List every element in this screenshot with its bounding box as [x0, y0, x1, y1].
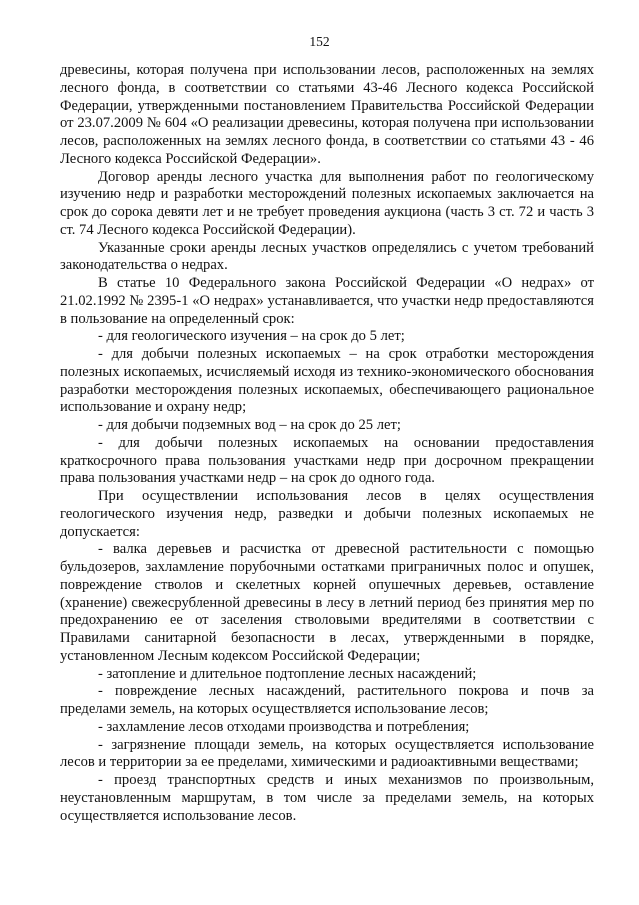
- paragraph-lease-requirements: Указанные сроки аренды лесных участков определялись с учетом требований законодательства о недрах.: [60, 239, 594, 274]
- list-item-geological-study: - для геологического изучения – на срок до 5 лет;: [98, 328, 405, 345]
- list-item-groundwater: - для добычи подземных вод – на срок до 25 лет;: [98, 417, 401, 433]
- list-item-mineral-extraction: - для добычи полезных ископаемых – на срок отработки месторождения полезных ископаемых, исчисляемый исходя из технико-экономического обоснования разработки месторождения полезных ископаемых, обеспечивающего рациональное использование и охрану недр;: [60, 346, 594, 416]
- list-item-damage: - повреждение лесных насаждений, растительного покрова и почв за пределами земель, на которых осуществляется использование лесов;: [60, 683, 594, 717]
- body-text: [60, 62, 594, 825]
- list-item-flooding: - затопление и длительное подтопление лесных насаждений;: [98, 665, 477, 682]
- list-item-short-term-right: - для добычи полезных ископаемых на основании предоставления краткосрочного права пользования участками недр при досрочном прекращении права пользования участками недр – на срок до одного года.: [60, 434, 594, 487]
- list-item-vehicles: - проезд транспортных средств и иных механизмов по произвольным, неустановленным маршрутам, в том числе за пределами земель, на которых осуществляется использование лесов.: [60, 772, 594, 824]
- paragraph-continuation: древесины, которая получена при использовании лесов, расположенных на землях лесного фонда, в соответствии со статьями 43-46 Лесного кодекса Российской Федерации, утвержденными постановлением Правительства Российской Федерации от 23.07.2009 № 604 «О реализации древесины, которая получена при использовании лесов, расположенных на землях лесного фонда, в соответствии со статьями 43 - 46 Лесного кодекса Российской Федерации».: [60, 62, 594, 167]
- paragraph-prohibitions-intro: При осуществлении использования лесов в целях осуществления геологического изучения недр, разведки и добычи полезных ископаемых не допускается:: [60, 488, 594, 540]
- page-number: 152: [309, 34, 330, 49]
- list-item-pollution: - загрязнение площади земель, на которых осуществляется использование лесов и территории за ее пределами, химическими и радиоактивными веществами;: [60, 736, 594, 771]
- list-item-waste: - захламление лесов отходами производства и потребления;: [98, 718, 470, 735]
- paragraph-lease-term: Договор аренды лесного участка для выполнения работ по геологическому изучению недр и разработки месторождений полезных ископаемых заключается на срок до сорока девяти лет и не требует проведения аукциона (часть 3 ст. 72 и часть 3 ст. 74 Лесного кодекса Российской Федерации).: [60, 168, 594, 238]
- list-item-tree-felling: - валка деревьев и расчистка от древесной растительности с помощью бульдозеров, захламление порубочными остатками приграничных полос и опушек, повреждение стволов и скелетных корней опушечных деревьев, оставление (хранение) свежесрубленной древесины в лесу в летний период без принятия мер по предохранению ее от заселения стволовыми вредителями в соответствии с Правилами санитарной безопасности в лесах, утвержденными в порядке, установленном Лесным кодексом Российской Федерации;: [60, 541, 594, 664]
- paragraph-subsoil-law: В статье 10 Федерального закона Российской Федерации «О недрах» от 21.02.1992 № 2395-1 «О недрах» устанавливается, что участки недр предоставляются в пользование на определенный срок:: [60, 275, 594, 327]
